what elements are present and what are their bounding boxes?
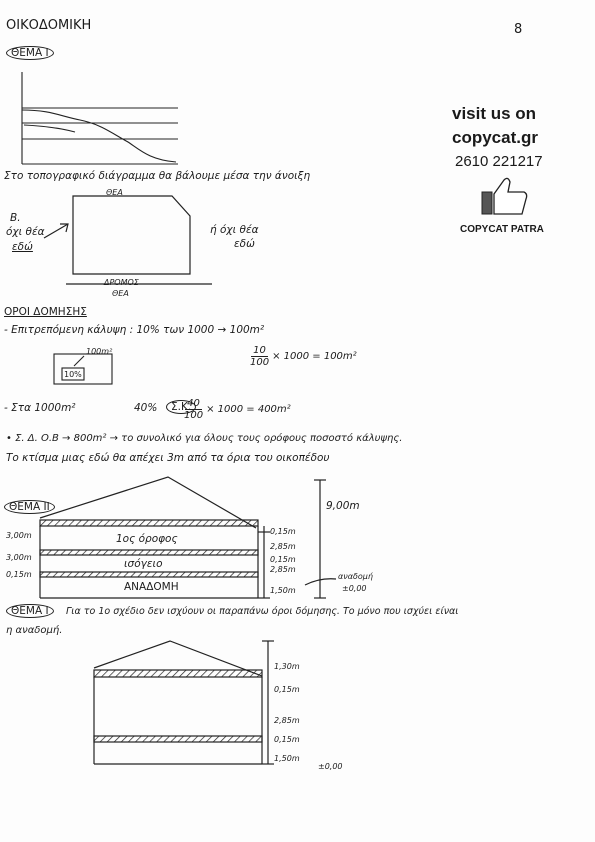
ad-line-1: visit us on [452,104,537,123]
sd-line: • Σ. Δ. Ο.Β → 800m² → το συνολικό για όλους τους ορόφους ποσοστό κάλυψης. [6,433,403,444]
section3-text-1: Για το 1ο σχέδιο δεν ισχύουν οι παραπάνω όροι δόμησης. Το μόνο που ισχύει είναι [66,606,459,617]
view-label: ΘΕΑ [112,289,129,298]
floor-1-label: 1ος όροφος [116,533,178,545]
s3-dim-1: 1,30m [274,662,300,671]
plot-right-label-2: εδώ [234,238,255,250]
calc-1-numerator: 10 [253,345,266,356]
page-number: 8 [514,22,523,37]
coverage-pct-2: 40% [134,402,158,414]
right-dim-3: 0,15m [270,555,296,564]
plot-left-label-3: εδώ [12,241,33,253]
box-inner-label: 10% [64,370,82,379]
ground-floor-label: ισόγειο [124,558,163,570]
s3-dim-2: 0,15m [274,685,300,694]
terms-heading: ΟΡΟΙ ΔΟΜΗΣΗΣ [4,306,87,318]
plot-right-label-1: ή όχι θέα [210,224,259,236]
section2-heading: ΘΕΜΑ ΙΙ [4,500,55,514]
ad-phone: 2610 221217 [455,153,543,170]
calc-2 [184,398,291,421]
street-label: ΔΡΟΜΟΣ [104,278,139,287]
building-section-3 [94,641,274,764]
calc-1-rest: × 1000 = 100m² [272,351,357,362]
anadomi-label: αναδομή [338,572,373,581]
coverage-tag: Σ.Κ. [166,400,196,414]
s3-dim-4: 0,15m [274,735,300,744]
total-height: 9,00m [326,500,360,512]
plot-outline [44,196,212,284]
building-section-2 [40,477,336,598]
coverage-line: - Επιτρεπόμενη κάλυψη : 10% των 1000 → 100m² [4,324,265,336]
right-dim-2: 2,85m [270,542,296,551]
s3-dim-5: 1,50m [274,754,300,763]
calc-2-rest: × 1000 = 400m² [206,404,291,415]
section1-caption: Στο τοπογραφικό διάγραμμα θα βάλουμε μέσα την άνοιξη [4,170,311,182]
coverage-box [54,354,112,384]
s3-zero-label: ±0,00 [318,762,343,771]
plot-left-label-1: Β. [10,212,21,224]
calc-1-denominator: 100 [250,357,270,368]
right-dim-4: 2,85m [270,565,296,574]
coverage-line-2: - Στα 1000m² [4,402,76,414]
base-label: ΑΝΑΔΟΜΗ [124,581,179,593]
setback-line: Το κτίσμα μιας εδώ θα απέχει 3m από τα όρια του οικοπέδου [6,452,330,464]
section3-text-2: η αναδομή. [6,625,63,636]
zero-level-label: ±0,00 [342,584,367,593]
calc-2-denominator: 100 [184,410,204,421]
section1-heading: ΘΕΜΑ Ι [6,46,54,60]
topographic-profile [22,72,178,164]
ad-brand: COPYCAT PATRA [460,224,544,235]
right-dim-1: 0,15m [270,527,296,536]
plot-left-label-2: όχι θέα [6,226,45,238]
right-dim-5: 1,50m [270,586,296,595]
thumbs-up-icon [480,174,530,218]
plot-top-label: ΘΕΑ [106,188,123,197]
left-dim-3: 0,15m [6,570,32,579]
box-top-label: 100m² [86,347,113,356]
left-dim-1: 3,00m [6,531,32,540]
left-dim-2: 3,00m [6,553,32,562]
ad-line-2: copycat.gr [452,128,538,147]
calc-2-numerator: 40 [187,398,200,409]
s3-dim-3: 2,85m [274,716,300,725]
calc-1 [250,345,357,368]
page-title: ΟΙΚΟΔΟΜΙΚΗ [6,18,92,33]
section3-heading: ΘΕΜΑ Ι [6,604,54,618]
